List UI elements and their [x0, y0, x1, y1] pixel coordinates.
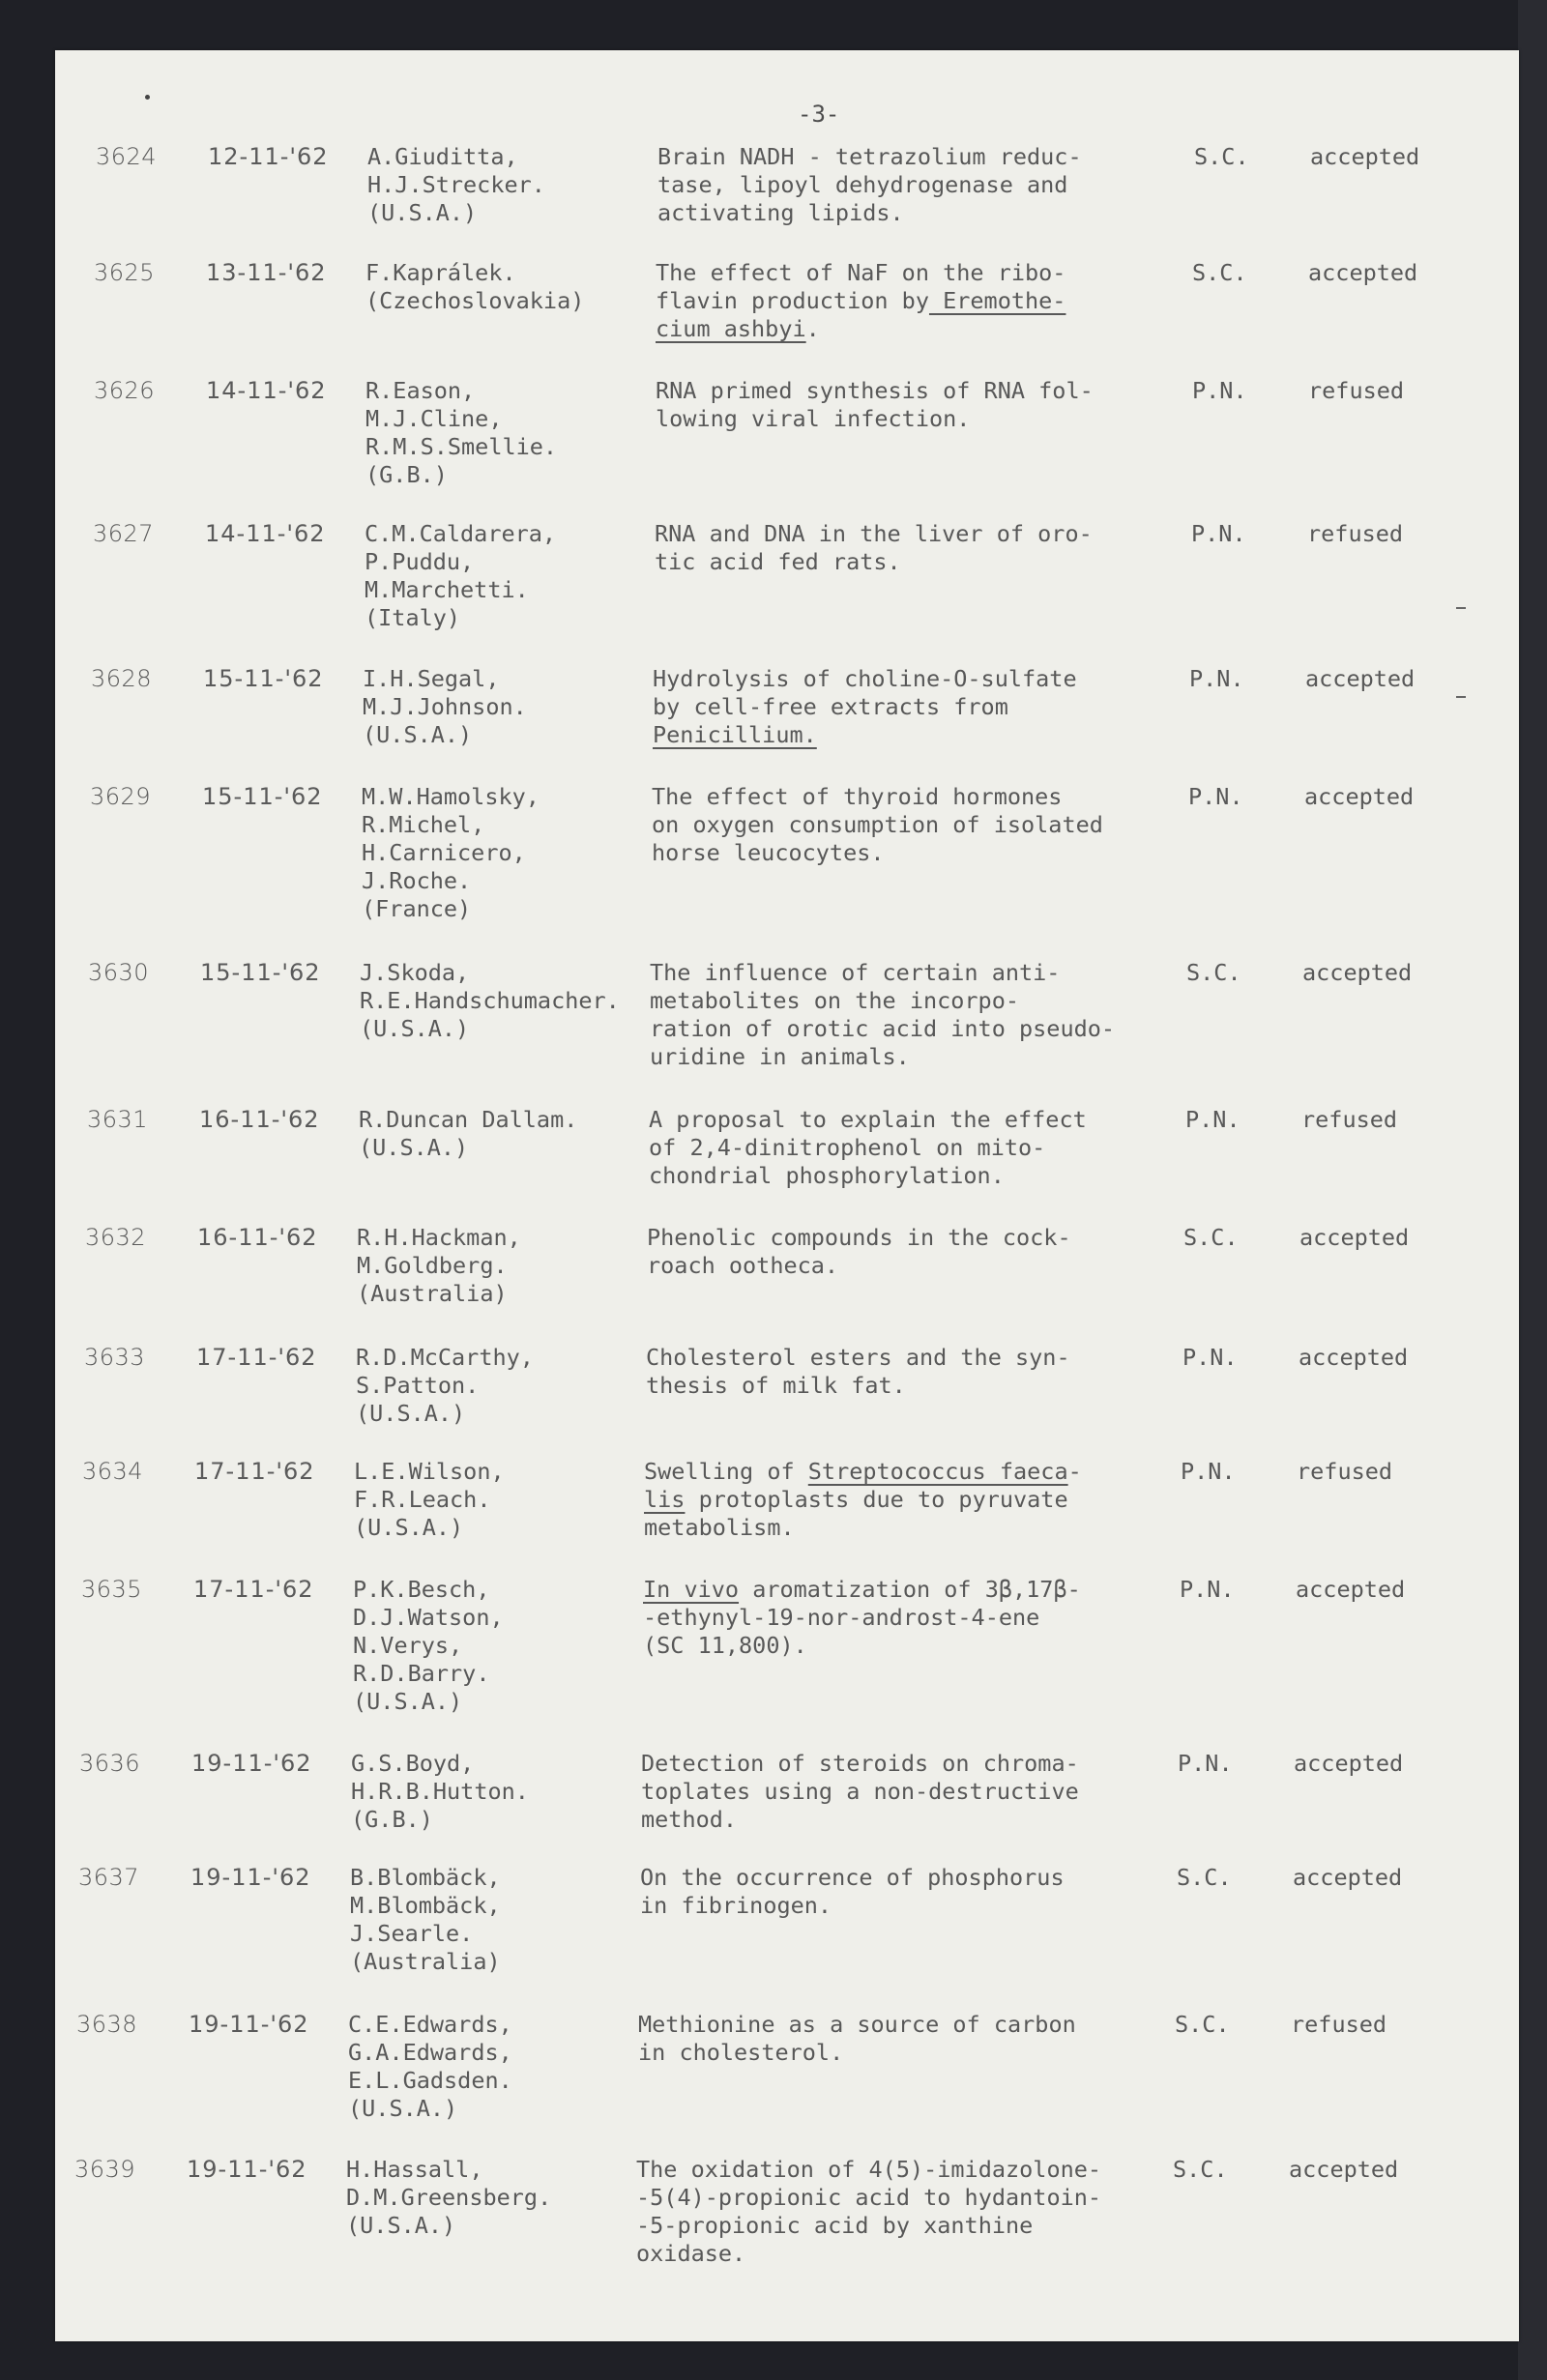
title-line: On the occurrence of phosphorus [640, 1864, 1065, 1891]
entry-title [640, 1864, 1065, 1920]
author-line: (France) [362, 895, 472, 922]
title-line: RNA primed synthesis of RNA fol- [656, 377, 1094, 404]
title-line: The effect of NaF on the ribo- [656, 259, 1066, 286]
entry-title [646, 1344, 1070, 1400]
title-line: cium ashbyi. [656, 315, 820, 342]
margin-tick [1456, 607, 1466, 609]
entry-date: 15-11-'62 [202, 783, 323, 810]
author-line: P.Puddu, [365, 548, 475, 575]
title-line: Swelling of Streptococcus faeca- [644, 1458, 1082, 1485]
entry-authors [365, 520, 556, 632]
title-line: roach ootheca. [647, 1252, 839, 1279]
entry-authors [365, 377, 557, 489]
entry-number: 3626 [94, 377, 156, 404]
entry-authors [351, 1750, 529, 1834]
title-line: The effect of thyroid hormones [652, 783, 1063, 810]
author-line: M.W.Hamolsky, [362, 783, 540, 810]
entry-number: 3632 [85, 1224, 147, 1251]
entry-authors [359, 1106, 577, 1162]
entry-date: 14-11-'62 [206, 377, 327, 404]
author-line: (Australia) [357, 1280, 508, 1307]
title-line: metabolites on the incorpo- [650, 987, 1020, 1014]
author-line: M.Blombäck, [350, 1892, 501, 1919]
entry-number: 3636 [79, 1750, 141, 1777]
entry-title [647, 1224, 1071, 1280]
entry-number: 3628 [91, 665, 153, 692]
title-line: A proposal to explain the effect [649, 1106, 1087, 1133]
author-line: (Australia) [350, 1948, 501, 1975]
author-line: (Czechoslovakia) [365, 287, 585, 314]
author-line: D.M.Greensberg. [346, 2184, 552, 2211]
author-line: R.M.S.Smellie. [365, 433, 558, 460]
author-line: C.E.Edwards, [348, 2011, 512, 2038]
title-line: The oxidation of 4(5)-imidazolone- [636, 2156, 1102, 2183]
title-line: flavin production by Eremothe- [656, 287, 1066, 314]
title-line: Cholesterol esters and the syn- [646, 1344, 1070, 1371]
entry-category: S.C. [1177, 1864, 1232, 1891]
title-line: tic acid fed rats. [655, 548, 901, 575]
entry-category: P.N. [1189, 665, 1244, 692]
author-line: C.M.Caldarera, [365, 520, 557, 547]
author-line: R.Eason, [365, 377, 476, 404]
entry-title [650, 959, 1115, 1071]
author-line: A.Giuditta, [367, 143, 518, 170]
entry-category: P.N. [1182, 1344, 1238, 1371]
entry-title [644, 1458, 1082, 1542]
entry-number: 3634 [82, 1458, 144, 1485]
entry-decision: accepted [1296, 1576, 1406, 1603]
author-line: (U.S.A.) [360, 1015, 470, 1042]
entry-date: 16-11-'62 [199, 1106, 320, 1133]
title-line: oxidase. [636, 2240, 746, 2267]
author-line: I.H.Segal, [363, 665, 500, 692]
author-line: (G.B.) [365, 461, 448, 488]
author-line: E.L.Gadsden. [348, 2067, 512, 2094]
entry-category: S.C. [1183, 1224, 1239, 1251]
entry-category: P.N. [1192, 377, 1247, 404]
entry-authors [367, 143, 545, 227]
entry-decision: accepted [1293, 1864, 1403, 1891]
title-line: Brain NADH - tetrazolium reduc- [657, 143, 1082, 170]
author-line: G.S.Boyd, [351, 1750, 475, 1777]
title-line: in cholesterol. [638, 2039, 844, 2066]
author-line: R.Duncan Dallam. [359, 1106, 578, 1133]
entry-decision: refused [1301, 1106, 1398, 1133]
underlined-term: Eremothe- [928, 287, 1066, 314]
scan-edge-strip [1518, 0, 1547, 2380]
entry-date: 17-11-'62 [196, 1344, 317, 1371]
title-line: method. [641, 1806, 738, 1833]
author-line: J.Roche. [362, 867, 472, 894]
title-line: metabolism. [644, 1514, 795, 1541]
entry-date: 13-11-'62 [206, 259, 327, 286]
author-line: R.H.Hackman, [357, 1224, 521, 1251]
entry-title [653, 665, 1077, 749]
title-line: -5(4)-propionic acid to hydantoin- [636, 2184, 1102, 2211]
entry-title [636, 2156, 1101, 2268]
author-line: H.J.Strecker. [367, 171, 545, 198]
entry-date: 16-11-'62 [197, 1224, 318, 1251]
entry-category: S.C. [1186, 959, 1241, 986]
entry-title [649, 1106, 1087, 1190]
entry-authors [362, 783, 540, 923]
author-line: (U.S.A.) [356, 1400, 466, 1427]
entry-title [643, 1576, 1081, 1660]
author-line: (G.B.) [351, 1806, 433, 1833]
author-line: S.Patton. [356, 1372, 480, 1399]
entry-number: 3624 [96, 143, 158, 170]
underlined-term: In vivo [643, 1576, 740, 1603]
author-line: (U.S.A.) [363, 721, 473, 748]
entry-decision: refused [1291, 2011, 1387, 2038]
entry-date: 19-11-'62 [187, 2156, 307, 2183]
entry-date: 12-11-'62 [208, 143, 329, 170]
title-line: In vivo aromatization of 3β,17β- [643, 1576, 1081, 1603]
entry-decision: refused [1307, 520, 1404, 547]
title-line: -5-propionic acid by xanthine [636, 2212, 1034, 2239]
author-line: J.Skoda, [360, 959, 470, 986]
title-line: lowing viral infection. [656, 405, 971, 432]
author-line: L.E.Wilson, [354, 1458, 505, 1485]
author-line: D.J.Watson, [353, 1604, 504, 1631]
author-line: H.Hassall, [346, 2156, 483, 2183]
entry-category: P.N. [1185, 1106, 1241, 1133]
author-line: (U.S.A.) [346, 2212, 456, 2239]
entry-decision: accepted [1289, 2156, 1399, 2183]
entry-category: S.C. [1175, 2011, 1230, 2038]
entry-authors [360, 959, 620, 1043]
entry-title [638, 2011, 1076, 2067]
author-line: R.D.Barry. [353, 1660, 490, 1687]
entry-number: 3630 [88, 959, 150, 986]
margin-tick [1456, 696, 1466, 698]
author-line: M.Marchetti. [365, 576, 529, 603]
author-line: R.Michel, [362, 811, 485, 838]
title-line: of 2,4-dinitrophenol on mito- [649, 1134, 1046, 1161]
entry-authors [365, 259, 584, 315]
title-line: lis protoplasts due to pyruvate [644, 1486, 1068, 1513]
entry-title [657, 143, 1082, 227]
entry-authors [354, 1458, 505, 1542]
author-line: (U.S.A.) [359, 1134, 469, 1161]
title-line: on oxygen consumption of isolated [652, 811, 1103, 838]
entry-date: 15-11-'62 [203, 665, 324, 692]
entry-authors [346, 2156, 551, 2240]
title-line: Methionine as a source of carbon [638, 2011, 1076, 2038]
entry-number: 3637 [78, 1864, 140, 1891]
author-line: H.R.B.Hutton. [351, 1778, 529, 1805]
entry-authors [353, 1576, 504, 1716]
entry-decision: accepted [1299, 1344, 1409, 1371]
title-line: ration of orotic acid into pseudo- [650, 1015, 1116, 1042]
title-line: chondrial phosphorylation. [649, 1162, 1005, 1189]
title-line: activating lipids. [657, 199, 904, 226]
entry-title [641, 1750, 1079, 1834]
entry-authors [356, 1344, 534, 1428]
entry-date: 17-11-'62 [193, 1576, 314, 1603]
author-line: P.K.Besch, [353, 1576, 490, 1603]
entry-decision: accepted [1305, 665, 1416, 692]
author-line: (U.S.A.) [367, 199, 478, 226]
title-line: in fibrinogen. [640, 1892, 832, 1919]
author-line: M.Goldberg. [357, 1252, 508, 1279]
entry-authors [350, 1864, 501, 1976]
entry-category: P.N. [1181, 1458, 1236, 1485]
entry-decision: accepted [1308, 259, 1418, 286]
entry-category: S.C. [1173, 2156, 1228, 2183]
title-line: Detection of steroids on chroma- [641, 1750, 1079, 1777]
underlined-term: Streptococcus faeca [807, 1458, 1068, 1485]
entry-date: 19-11-'62 [191, 1750, 312, 1777]
entry-date: 19-11-'62 [189, 2011, 309, 2038]
entry-number: 3638 [76, 2011, 138, 2038]
title-line: uridine in animals. [650, 1043, 910, 1070]
entry-authors [348, 2011, 512, 2123]
author-line: (U.S.A.) [353, 1688, 463, 1715]
title-line: The influence of certain anti- [650, 959, 1061, 986]
entry-decision: accepted [1302, 959, 1413, 986]
title-line: (SC 11,800). [643, 1632, 807, 1659]
entry-title [655, 520, 1093, 576]
author-line: (U.S.A.) [348, 2095, 458, 2122]
author-line: M.J.Cline, [365, 405, 503, 432]
author-line: H.Carnicero, [362, 839, 526, 866]
entry-authors [357, 1224, 521, 1308]
entry-authors [363, 665, 527, 749]
author-line: (U.S.A.) [354, 1514, 464, 1541]
entry-category: P.N. [1191, 520, 1246, 547]
author-line: G.A.Edwards, [348, 2039, 512, 2066]
entry-decision: refused [1297, 1458, 1393, 1485]
underlined-term: cium ashbyi [656, 315, 806, 342]
entry-date: 17-11-'62 [194, 1458, 315, 1485]
entry-decision: accepted [1304, 783, 1415, 810]
page-mark [145, 95, 150, 100]
entry-number: 3627 [93, 520, 155, 547]
entry-category: P.N. [1180, 1576, 1235, 1603]
author-line: (Italy) [365, 604, 461, 631]
title-line: Hydrolysis of choline-O-sulfate [653, 665, 1077, 692]
entry-number: 3631 [87, 1106, 149, 1133]
entry-number: 3629 [90, 783, 152, 810]
entry-title [656, 259, 1065, 343]
author-line: F.R.Leach. [354, 1486, 491, 1513]
entry-date: 14-11-'62 [205, 520, 326, 547]
title-line: RNA and DNA in the liver of oro- [655, 520, 1093, 547]
title-line [653, 721, 1077, 749]
underlined-term: Penicillium. [653, 721, 817, 748]
title-line: thesis of milk fat. [646, 1372, 906, 1399]
entry-category: S.C. [1192, 259, 1247, 286]
entry-number: 3639 [74, 2156, 136, 2183]
author-line: B.Blombäck, [350, 1864, 501, 1891]
author-line: J.Searle. [350, 1920, 474, 1947]
entry-number: 3633 [84, 1344, 146, 1371]
entry-category: P.N. [1178, 1750, 1233, 1777]
entry-title [656, 377, 1094, 433]
author-line: M.J.Johnson. [363, 693, 527, 720]
page-number: -3- [798, 101, 840, 128]
title-line: toplates using a non-destructive [641, 1778, 1079, 1805]
title-line: tase, lipoyl dehydrogenase and [657, 171, 1068, 198]
entry-decision: refused [1308, 377, 1405, 404]
entry-number: 3625 [94, 259, 156, 286]
title-line: -ethynyl-19-nor-androst-4-ene [643, 1604, 1040, 1631]
underlined-term: lis [644, 1486, 686, 1513]
author-line: R.E.Handschumacher. [360, 987, 620, 1014]
entry-date: 19-11-'62 [190, 1864, 311, 1891]
entry-date: 15-11-'62 [200, 959, 321, 986]
author-line: R.D.McCarthy, [356, 1344, 534, 1371]
author-line: F.Kaprálek. [365, 259, 516, 286]
entry-category: S.C. [1194, 143, 1249, 170]
entry-decision: accepted [1310, 143, 1420, 170]
title-line: by cell-free extracts from [653, 693, 1008, 720]
title-line: Phenolic compounds in the cock- [647, 1224, 1071, 1251]
entry-decision: accepted [1294, 1750, 1404, 1777]
entry-title [652, 783, 1103, 867]
entry-category: P.N. [1188, 783, 1243, 810]
title-line: horse leucocytes. [652, 839, 885, 866]
entry-decision: accepted [1299, 1224, 1410, 1251]
entry-number: 3635 [81, 1576, 143, 1603]
author-line: N.Verys, [353, 1632, 463, 1659]
